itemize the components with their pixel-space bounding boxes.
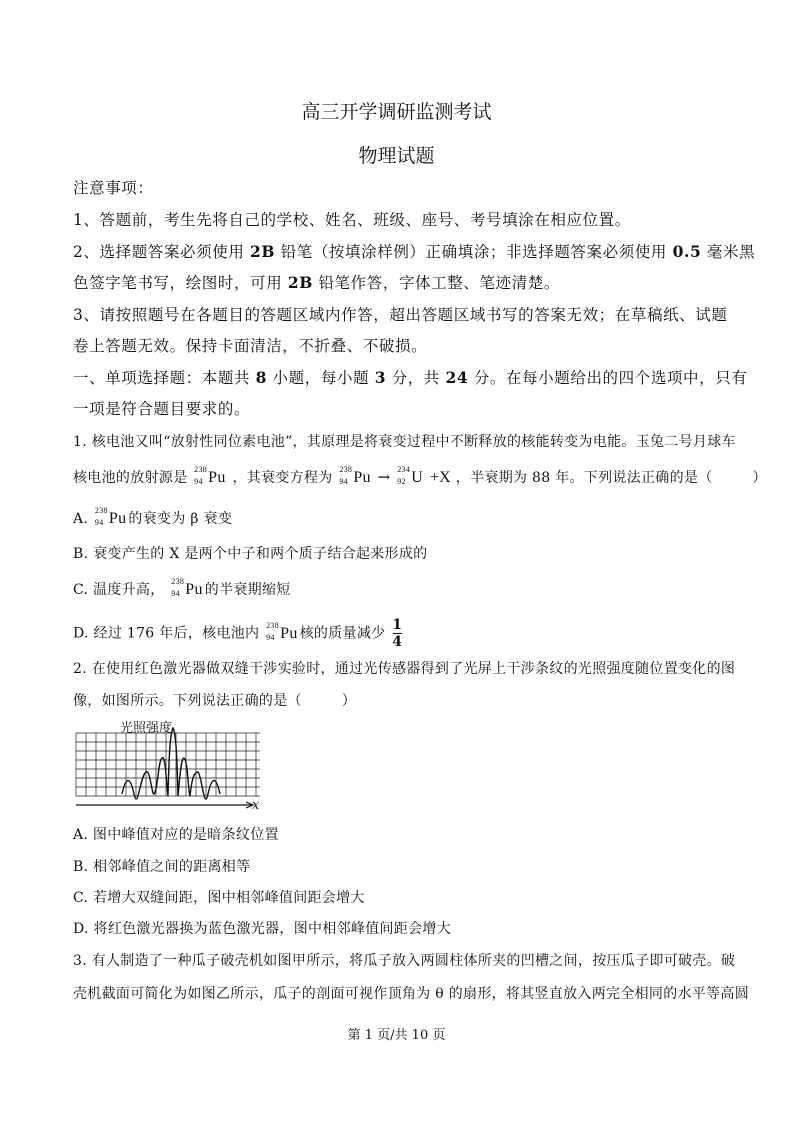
q2-option-b: B. 相邻峰值之间的距离相等 [73,859,251,875]
notice-item-3-line2: 卷上答题无效。保持卡面清洁，不折叠、不破损。 [73,337,428,355]
q2-option-d: D. 将红色激光器换为蓝色激光器，图中相邻峰值间距会增大 [73,921,452,937]
q1-option-b: B. 衰变产生的 X 是两个中子和两个质子结合起来形成的 [73,546,428,562]
notice-item-3-line1: 3、请按照题号在各题目的答题区域内作答，超出答题区域书写的答案无效；在草稿纸、试题 [73,306,728,324]
q1-stem-line1: 1. 核电池又叫“放射性同位素电池”，其原理是将衰变过程中不断释放的核能转变为电能。玉兔二号月球车 [73,434,736,450]
q1-stem-line2: 核电池的放射源是 238 94 Pu ，其衰变方程为 238 94 Pu → 234 92 U +X ，半衰期为 88 年。下列说法正确的是（ ） [73,465,767,486]
u-234-nuclide: 234 92 U [397,465,424,486]
graph-x-axis-label: x [252,798,260,813]
pu-238-nuclide: 238 94 Pu [171,577,203,598]
exam-subject: 物理试题 [358,145,435,167]
intensity-curve [122,728,220,799]
graph-axes [76,802,253,808]
q2-option-a: A. 图中峰值对应的是暗条纹位置 [73,827,279,843]
pu-238-nuclide: 238 94 Pu [194,465,226,486]
notice-item-1: 1、答题前，考生先将自己的学校、姓名、班级、座号、考号填涂在相应位置。 [73,211,631,229]
notice-item-2-line2: 色签字笔书写，绘图时，可用 2B 铅笔作答，字体工整、笔迹清楚。 [73,273,560,292]
q1-option-d: D. 经过 176 年后，核电池内 238 94 Pu 核的质量减少 $\frac{1}{4}$ [73,617,403,650]
graph-y-label: 光照强度 [120,721,173,736]
notice-item-2-line1: 2、选择题答案必须使用 2B 铅笔（按填涂样例）正确填涂；非选择题答案必须使用 0.5 毫米黑 [73,242,756,261]
q3-stem-line1: 3. 有人制造了一种瓜子破壳机如图甲所示，将瓜子放入两圆柱体所夹的凹槽之间，按压瓜子即可破壳。破 [73,953,736,969]
q1-option-a: A. 238 94 Pu 的衰变为 β 衰变 [73,506,233,527]
exam-title: 高三开学调研监测考试 [301,101,492,123]
notice-heading: 注意事项： [73,179,154,197]
q1-option-c: C. 温度升高， 238 94 Pu 的半衰期缩短 [73,577,291,598]
arrow-icon: → [377,468,391,486]
q3-stem-line2: 壳机截面可简化为如图乙所示，瓜子的剖面可视作顶角为 θ 的扇形，将其竖直放入两完全相同的水平等高圆 [73,986,750,1002]
q2-stem-line1: 2. 在使用红色激光器做双缝干涉实验时，通过光传感器得到了光屏上干涉条纹的光照强度随位置变化的图 [73,661,736,677]
section-1-heading: 一、单项选择题：本题共 8 小题，每小题 3 分，共 24 分。在每小题给出的四个选项中，只有 [73,368,748,387]
fraction-one-quarter: $\frac{1}{4}$ [392,617,403,650]
page-footer: 第 1 页/共 10 页 [347,1028,446,1043]
section-1-heading-line2: 一项是符合题目要求的。 [73,400,251,418]
q2-option-c: C. 若增大双缝间距，图中相邻峰值间距会增大 [73,890,365,906]
q2-stem-line2: 像，如图所示。下列说法正确的是（ ） [73,693,357,709]
pu-238-nuclide: 238 94 Pu [339,465,371,486]
pu-238-nuclide: 238 94 Pu [94,506,127,527]
pu-238-nuclide: 238 94 Pu [266,620,298,642]
